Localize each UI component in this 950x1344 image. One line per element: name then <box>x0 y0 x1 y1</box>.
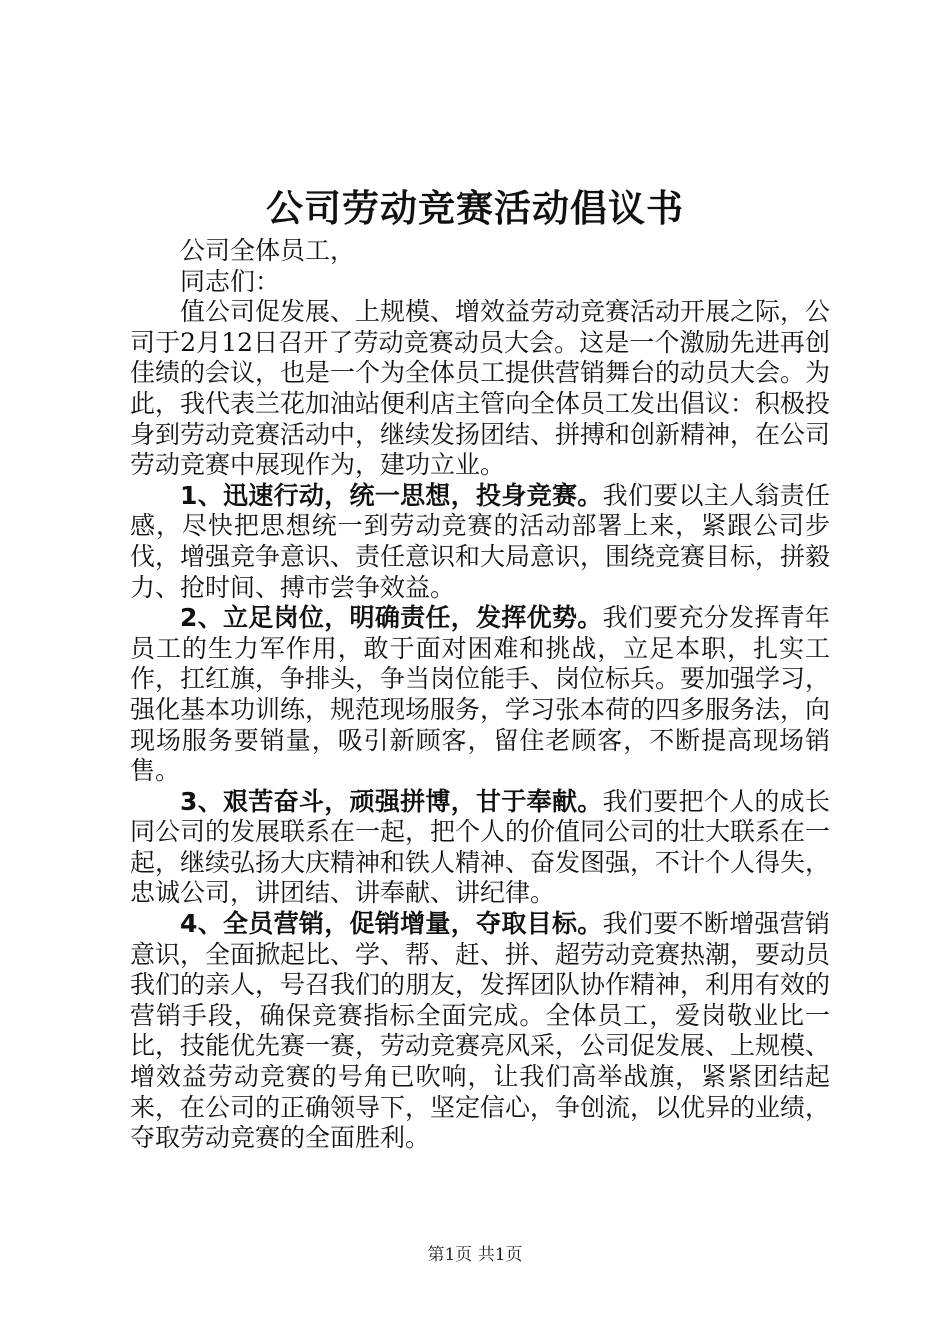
document-body <box>130 236 830 1154</box>
item-heading: 4、全员营销，促销增量，夺取目标。 <box>180 909 603 939</box>
address-line: 同志们： <box>180 266 281 296</box>
item-text: 我们要以主人翁责任感，尽快把思想统一到劳动竞赛的活动部署上来，紧跟公司步伐，增强竞争意识、责任意识和大局意识，围绕竞赛目标，拼毅力、抢时间、搏市尝争效益。 <box>130 480 831 602</box>
item-text: 我们要不断增强营销意识，全面掀起比、学、帮、赶、拼、超劳动竞赛热潮，要动员我们的亲人，号召我们的朋友，发挥团队协作精神，利用有效的营销手段，确保竞赛指标全面完成。全体员工，爱岗敬业比一比，技能优先赛一赛，劳动竞赛亮风采，公司促发展、上规模、增效益劳动竞赛的号角已吹响，让我们高举战旗，紧紧团结起来，在公司的正确领导下，坚定信心，争创流，以优异的业绩，夺取劳动竞赛的全面胜利。 <box>130 909 831 1153</box>
document-title: 公司劳动竞赛活动倡议书 <box>266 186 684 230</box>
page-footer: 第1页 共1页 <box>427 1245 523 1265</box>
item-paragraph <box>130 481 830 603</box>
item-text: 我们要充分发挥青年员工的生力军作用，敢于面对困难和挑战，立足本职，扎实工作，扛红旗，争排头，争当岗位能手、岗位标兵。要加强学习，强化基本功训练，规范现场服务，学习张本荷的四多服务法，向现场服务要销量，吸引新顾客，留住老顾客，不断提高现场销售。 <box>130 603 831 786</box>
item-heading: 1、迅速行动，统一思想，投身竞赛。 <box>180 480 603 510</box>
item-paragraph <box>130 909 830 1154</box>
salutation: 公司全体员工， <box>180 236 356 265</box>
item-paragraph <box>130 787 830 909</box>
item-heading: 2、立足岗位，明确责任，发挥优势。 <box>180 603 603 633</box>
item-text: 我们要把个人的成长同公司的发展联系在一起，把个人的价值同公司的壮大联系在一起，继续弘扬大庆精神和铁人精神、奋发图强，不计个人得失，忠诚公司，讲团结、讲奉献、讲纪律。 <box>130 786 831 908</box>
intro-paragraph: 值公司促发展、上规模、增效益劳动竞赛活动开展之际，公司于2月12日召开了劳动竞赛动员大会。这是一个激励先进再创佳绩的会议，也是一个为全体员工提供营销舞台的动员大会。为此，我代表兰花加油站便利店主管向全体员工发出倡议：积极投身到劳动竞赛活动中，继续发扬团结、拼搏和创新精神，在公司劳动竞赛中展现作为，建功立业。 <box>130 297 831 480</box>
item-paragraph <box>130 603 830 787</box>
item-heading: 3、艰苦奋斗，顽强拼博，甘于奉献。 <box>180 786 603 816</box>
